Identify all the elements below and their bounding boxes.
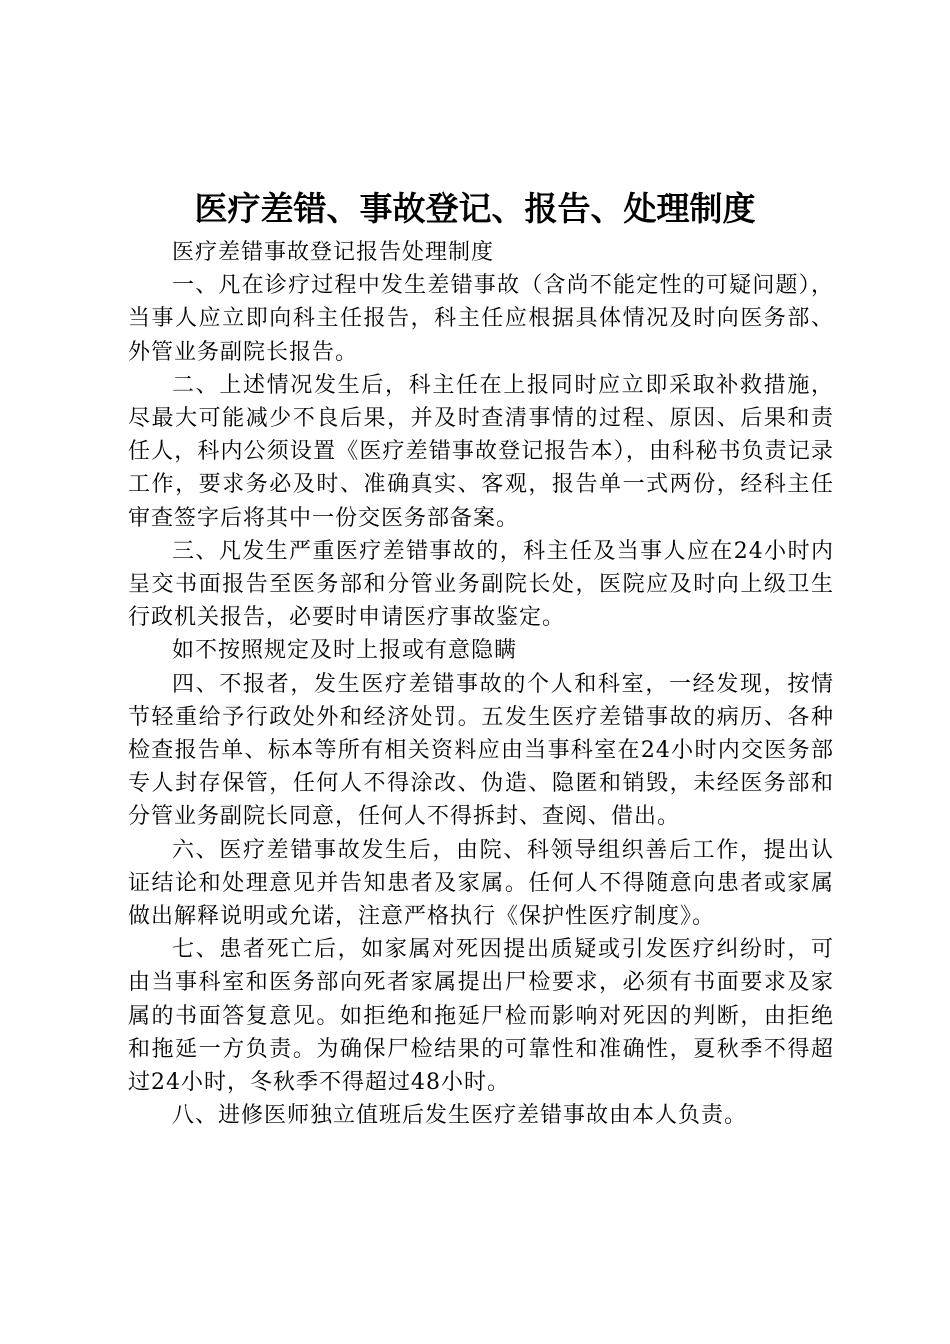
document-title: 医疗差错、事故登记、报告、处理制度 xyxy=(194,189,756,228)
paragraph-8: 八、进修医师独立值班后发生医疗差错事故由本人负责。 xyxy=(172,1103,748,1129)
paragraph-4: 如不按照规定及时上报或有意隐瞒 xyxy=(172,638,518,664)
document-subtitle: 医疗差错事故登记报告处理制度 xyxy=(172,240,495,265)
paragraph-5: 四、不报者，发生医疗差错事故的个人和科室，一经发现，按情节轻重给予行政处外和经济处罚。五发生医疗差错事故的病历、各种检查报告单、标本等所有相关资料应由当事科室在24小时内交医务部专人封存保管，任何人不得涂改、伪造、隐匿和销毁，未经医务部和分管业务副院长同意，任何人不得拆封、查阅、借出。 xyxy=(128,671,834,830)
paragraph-6: 六、医疗差错事故发生后，由院、科领导组织善后工作，提出认证结论和处理意见并告知患者及家属。任何人不得随意向患者或家属做出解释说明或允诺，注意严格执行《保护性医疗制度》。 xyxy=(128,837,834,930)
paragraph-3: 三、凡发生严重医疗差错事故的，科主任及当事人应在24小时内呈交书面报告至医务部和分管业务副院长处，医院应及时向上级卫生行政机关报告，必要时申请医疗事故鉴定。 xyxy=(128,538,834,631)
paragraph-1: 一、凡在诊疗过程中发生差错事故（含尚不能定性的可疑问题），当事人应立即向科主任报告，科主任应根据具体情况及时向医务部、外管业务副院长报告。 xyxy=(128,273,834,365)
paragraph-2: 二、上述情况发生后，科主任在上报同时应立即采取补救措施，尽最大可能减少不良后果，并及时查清事情的过程、原因、后果和责任人，科内公须设置《医疗差错事故登记报告本），由科秘书负责记录工作，要求务必及时、准确真实、客观，报告单一式两份，经科主任审查签字后将其中一份交医务部备案。 xyxy=(128,372,834,531)
document-body xyxy=(128,236,834,1132)
paragraph-7: 七、患者死亡后，如家属对死因提出质疑或引发医疗纠纷时，可由当事科室和医务部向死者家属提出尸检要求，必须有书面要求及家属的书面答复意见。如拒绝和拖延尸检而影响对死因的判断，由拒绝和拖延一方负责。为确保尸检结果的可靠性和准确性，夏秋季不得超过24小时，冬秋季不得超过48小时。 xyxy=(128,937,834,1096)
